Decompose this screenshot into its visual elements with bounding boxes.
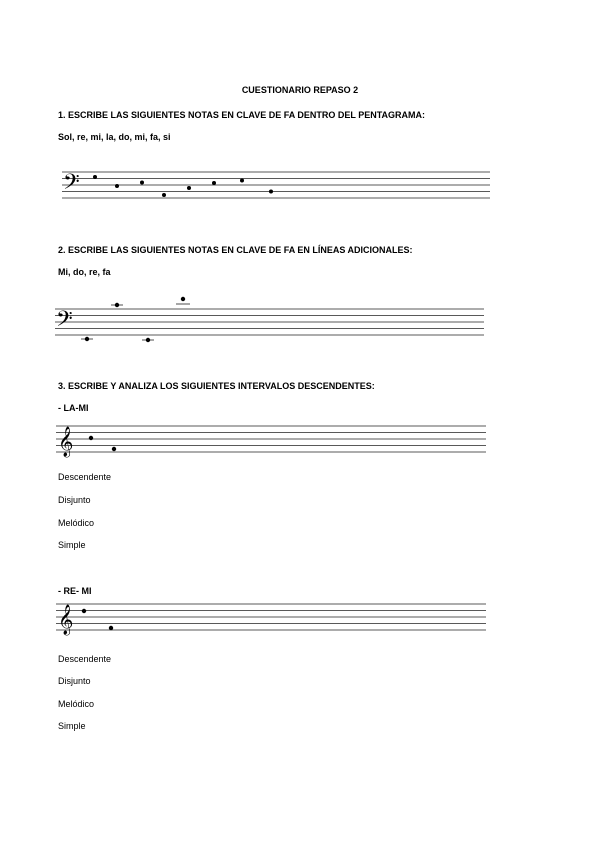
interval-2-analysis-2: Disjunto xyxy=(58,676,91,686)
treble-clef-icon: 𝄞 xyxy=(58,605,74,635)
page-title: CUESTIONARIO REPASO 2 xyxy=(241,85,359,95)
interval-2-label: - RE- MI xyxy=(58,586,92,596)
q1-notes-text: Sol, re, mi, la, do, mi, fa, si xyxy=(58,132,171,142)
treble-clef-icon: 𝄞 xyxy=(58,427,74,457)
bass-clef-icon: 𝄢 xyxy=(63,170,80,200)
interval-2-analysis-3: Melódico xyxy=(58,699,95,709)
bass-clef-icon: 𝄢 xyxy=(56,307,73,337)
interval-1-analysis-3: Melódico xyxy=(58,518,95,528)
note xyxy=(82,609,86,613)
interval-1-label: - LA-MI xyxy=(58,403,89,413)
q1-heading: 1. ESCRIBE LAS SIGUIENTES NOTAS EN CLAVE DE FA DENTRO DEL PENTAGRAMA: xyxy=(58,110,426,120)
q2-heading: 2. ESCRIBE LAS SIGUIENTES NOTAS EN CLAVE DE FA EN LÍNEAS ADICIONALES: xyxy=(58,245,413,255)
interval-2-analysis-4: Simple xyxy=(58,721,86,731)
q3-heading: 3. ESCRIBE Y ANALIZA LOS SIGUIENTES INTERVALOS DESCENDENTES: xyxy=(58,381,375,391)
note xyxy=(109,626,113,630)
q2-notes-text: Mi, do, re, fa xyxy=(58,267,111,277)
interval-1-analysis-1: Descendente xyxy=(58,472,112,482)
interval-1-analysis-4: Simple xyxy=(58,540,86,550)
interval-2-analysis-1: Descendente xyxy=(58,654,112,664)
interval-1-analysis-2: Disjunto xyxy=(58,495,91,505)
